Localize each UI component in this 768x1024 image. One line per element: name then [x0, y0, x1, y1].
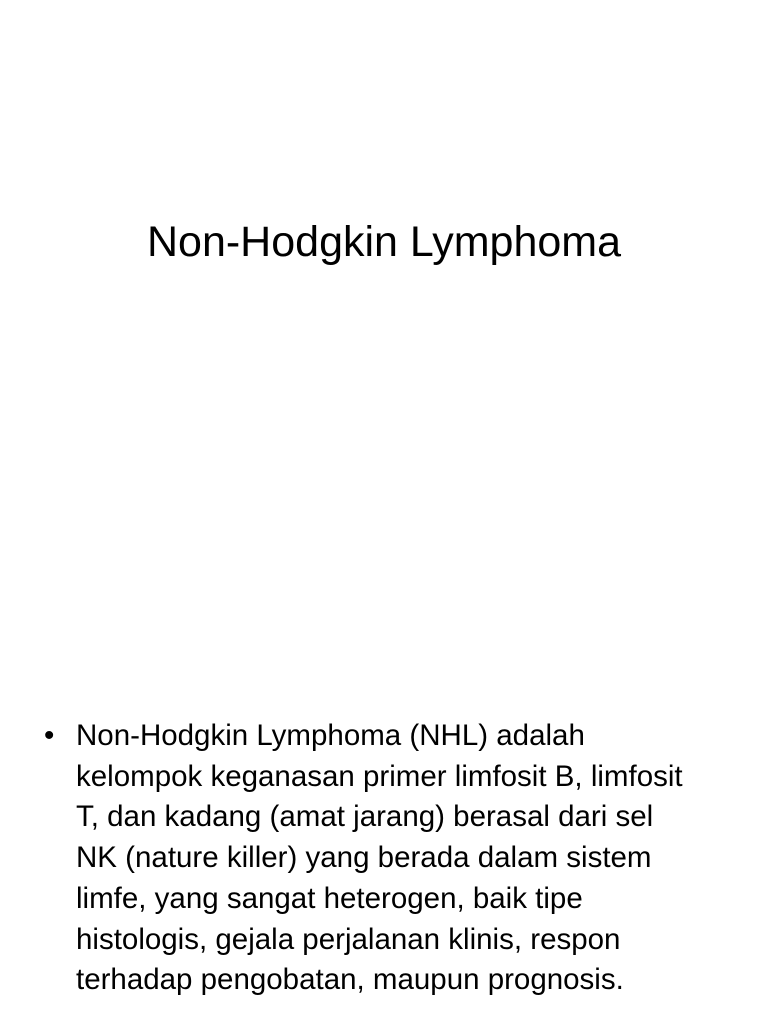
- bullet-text: Non-Hodgkin Lymphoma (NHL) adalah kelompok keganasan primer limfosit B, limfosit T, dan kadang (amat jarang) berasal dari sel NK (nature killer) yang berada dalam sistem limfe, yang sangat heterogen, baik tipe histologis, gejala perjalanan klinis, respon terhadap pengobatan, maupun prognosis.: [76, 719, 683, 997]
- slide-title: Non-Hodgkin Lymphoma: [146, 218, 622, 266]
- bullet-dot-icon: •: [44, 719, 55, 752]
- bullet-list: [38, 716, 698, 1001]
- bullet-item: [38, 716, 698, 1001]
